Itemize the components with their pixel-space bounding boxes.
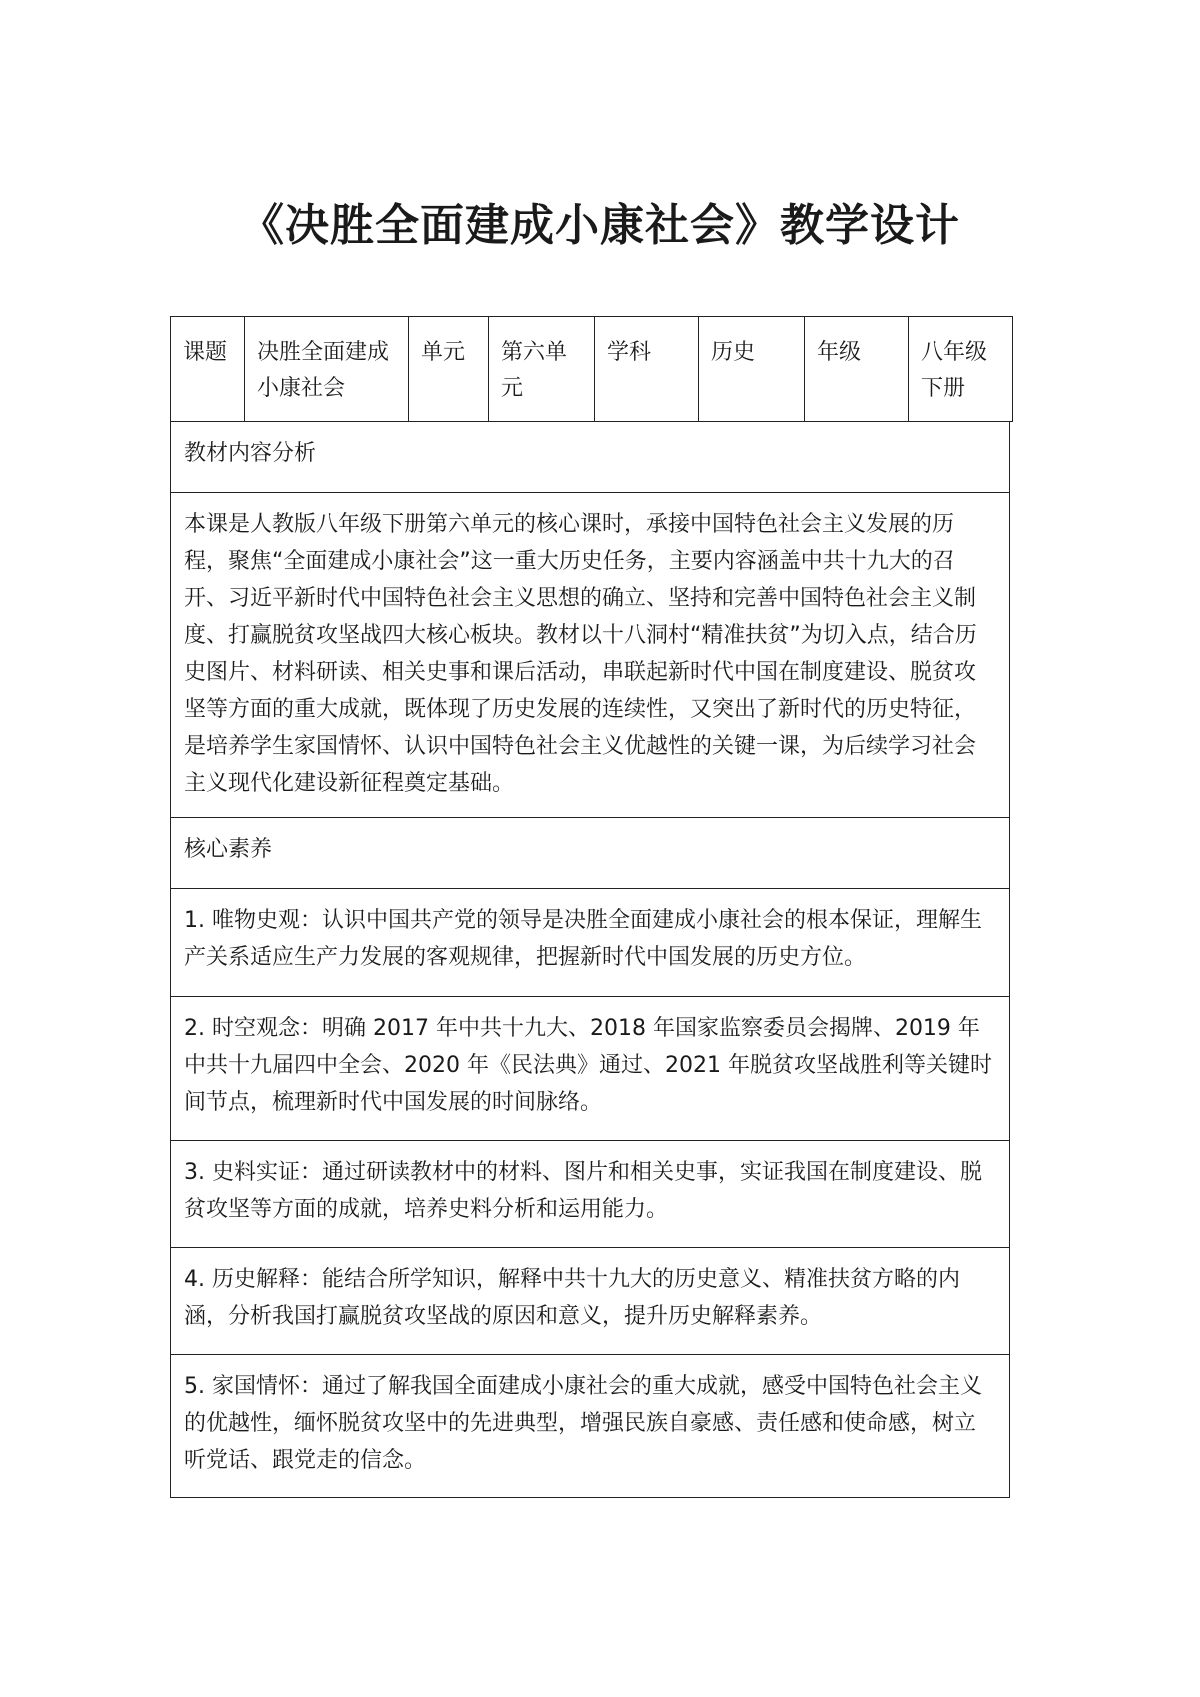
core-literacy-heading-cell bbox=[170, 818, 1010, 889]
core-literacy-heading: 核心素养 bbox=[184, 837, 273, 862]
core-literacy-item: 5. 家国情怀：通过了解我国全面建成小康社会的重大成就，感受中国特色社会主义的优越性，缅怀脱贫攻坚中的先进典型，增强民族自豪感、责任感和使命感，树立听党话、跟党走的信念。 bbox=[184, 1374, 982, 1473]
unit-value: 第六单元 bbox=[489, 317, 595, 422]
lesson-info-table bbox=[170, 316, 1013, 422]
material-analysis-heading: 教材内容分析 bbox=[184, 441, 317, 466]
core-literacy-item-cell bbox=[170, 1141, 1010, 1248]
topic-value: 决胜全面建成小康社会 bbox=[245, 317, 409, 422]
core-literacy-item-cell bbox=[170, 997, 1010, 1141]
unit-label: 单元 bbox=[409, 317, 489, 422]
core-literacy-item: 4. 历史解释：能结合所学知识，解释中共十九大的历史意义、精准扶贫方略的内涵，分析我国打赢脱贫攻坚战的原因和意义，提升历史解释素养。 bbox=[184, 1267, 960, 1329]
subject-value: 历史 bbox=[699, 317, 805, 422]
material-analysis-body: 本课是人教版八年级下册第六单元的核心课时，承接中国特色社会主义发展的历程，聚焦“全面建成小康社会”这一重大历史任务，主要内容涵盖中共十九大的召开、习近平新时代中国特色社会主义思想的确立、坚持和完善中国特色社会主义制度、打赢脱贫攻坚战四大核心板块。教材以十八洞村“精准扶贫”为切入点，结合历史图片、材料研读、相关史事和课后活动，串联起新时代中国在制度建设、脱贫攻坚等方面的重大成就，既体现了历史发展的连续性，又突出了新时代的历史特征，是培养学生家国情怀、认识中国特色社会主义优越性的关键一课，为后续学习社会主义现代化建设新征程奠定基础。 bbox=[184, 512, 977, 796]
grade-label: 年级 bbox=[805, 317, 909, 422]
core-literacy-item: 3. 史料实证：通过研读教材中的材料、图片和相关史事，实证我国在制度建设、脱贫攻坚等方面的成就，培养史料分析和运用能力。 bbox=[184, 1160, 982, 1222]
material-analysis-heading-cell bbox=[170, 422, 1010, 493]
subject-label: 学科 bbox=[595, 317, 699, 422]
grade-value: 八年级下册 bbox=[909, 317, 1013, 422]
core-literacy-item-cell bbox=[170, 1248, 1010, 1355]
document-title: 《决胜全面建成小康社会》教学设计 bbox=[240, 200, 960, 251]
core-literacy-item: 1. 唯物史观：认识中国共产党的领导是决胜全面建成小康社会的根本保证，理解生产关系适应生产力发展的客观规律，把握新时代中国发展的历史方位。 bbox=[184, 908, 982, 970]
core-literacy-item-cell bbox=[170, 889, 1010, 997]
core-literacy-item: 2. 时空观念：明确 2017 年中共十九大、2018 年国家监察委员会揭牌、2019 年中共十九届四中全会、2020 年《民法典》通过、2021 年脱贫攻坚战胜利等关键时间节点，梳理新时代中国发展的时间脉络。 bbox=[184, 1016, 992, 1115]
lesson-info-row bbox=[171, 317, 1013, 422]
core-literacy-item-cell bbox=[170, 1355, 1010, 1498]
material-analysis-body-cell bbox=[170, 493, 1010, 818]
topic-label: 课题 bbox=[171, 317, 245, 422]
